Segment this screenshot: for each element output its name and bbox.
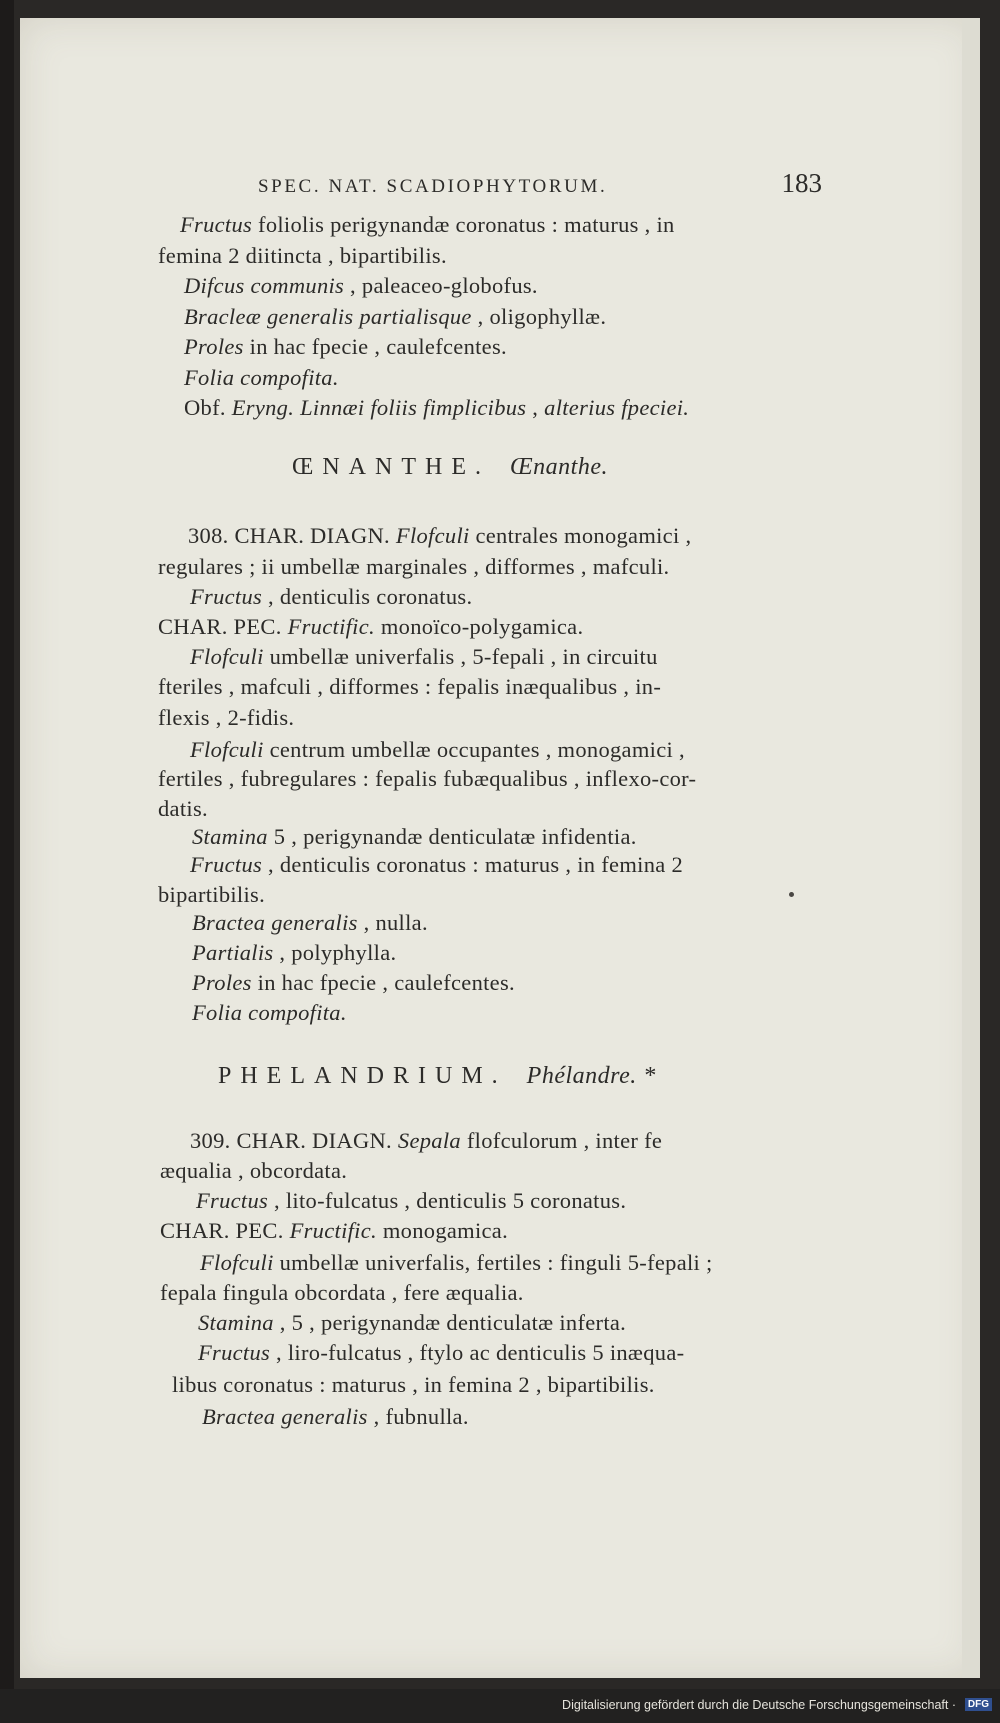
text-line — [192, 940, 396, 966]
italic-term: Partialis — [192, 940, 274, 965]
italic-term: Fructus — [196, 1188, 269, 1213]
text-run: , nulla. — [357, 910, 428, 935]
italic-term: Fructus — [190, 852, 263, 877]
text-run: in hac fpecie , caulefcentes. — [251, 970, 515, 995]
italic-term: Stamina — [198, 1310, 274, 1335]
text-run: datis. — [158, 796, 208, 821]
text-line — [190, 737, 685, 763]
page-number: 183 — [781, 168, 822, 198]
text-line — [202, 1404, 469, 1430]
text-line — [190, 644, 658, 670]
text-run: , polyphylla. — [273, 940, 397, 965]
italic-term: Eryng. Linnæi foliis fimplicibus — [231, 395, 527, 420]
genus-name: PHELANDRIUM. — [218, 1063, 507, 1089]
text-line — [190, 584, 472, 610]
text-line — [192, 910, 428, 936]
text-run: flofculorum , inter fe — [460, 1128, 663, 1153]
text-run: , lito-fulcatus , denticulis 5 coronatus. — [268, 1188, 627, 1213]
italic-term: Fructus — [190, 584, 263, 609]
footer-credit: Digitalisierung gefördert durch die Deutsche Forschungsgemeinschaft · — [562, 1698, 956, 1712]
page-edge — [962, 18, 980, 1678]
italic-term: Bractea generalis — [202, 1404, 368, 1429]
italic-term: Difcus communis — [184, 273, 345, 298]
italic-term: Fructific. — [287, 614, 375, 639]
text-run: 308. CHAR. DIAGN. — [188, 523, 396, 548]
text-run: , paleaceo-globofus. — [344, 273, 538, 298]
text-line — [198, 1340, 684, 1366]
italic-term: Proles — [192, 970, 252, 995]
text-line — [184, 395, 689, 421]
text-line — [184, 365, 339, 391]
book-binding — [0, 0, 14, 1723]
text-line — [172, 1372, 655, 1398]
text-run: femina 2 diitincta , bipartibilis. — [158, 242, 447, 268]
text-run: fteriles , mafculi , difformes : fepalis inæqualibus , in- — [158, 674, 662, 699]
text-run: 309. CHAR. DIAGN. — [190, 1128, 398, 1153]
text-line — [184, 334, 507, 360]
text-line — [160, 1218, 508, 1244]
text-run: Obf. — [184, 395, 232, 420]
italic-term: Fructific. — [289, 1218, 377, 1243]
text-run: flexis , 2-fidis. — [158, 705, 295, 730]
text-line — [192, 1000, 347, 1026]
text-run: foliolis perigynandæ coronatus : maturus , in — [252, 212, 675, 237]
ink-speck — [789, 892, 794, 897]
text-run: CHAR. PEC. — [158, 614, 288, 639]
text-run: libus coronatus : maturus , in femina 2 , bipartibilis. — [172, 1372, 655, 1397]
footer-bar — [0, 1689, 1000, 1723]
italic-term: Stamina — [192, 824, 268, 849]
text-line — [158, 882, 265, 908]
text-line — [158, 554, 669, 580]
italic-term: Folia compofita. — [192, 1000, 347, 1025]
italic-term: Fructus — [198, 1340, 271, 1365]
italic-term: Bractea generalis — [192, 910, 358, 935]
text-run: , oligophyllæ. — [471, 303, 607, 329]
text-run: æqualia , obcordata. — [160, 1158, 348, 1183]
italic-term: Bracleæ generalis partialisque — [184, 303, 472, 329]
italic-term: Flofculi — [395, 523, 470, 548]
text-run: centrales monogamici , — [469, 523, 692, 548]
text-line — [160, 1280, 524, 1306]
text-run: regulares ; ii umbellæ marginales , difformes , mafculi. — [158, 554, 670, 579]
text-line — [158, 766, 696, 792]
text-line — [158, 705, 294, 731]
italic-term: Folia compofita. — [184, 364, 339, 390]
italic-term: Flofculi — [200, 1250, 274, 1275]
text-line — [160, 1158, 347, 1184]
genus-french-name: Phélandre. * — [526, 1063, 656, 1089]
text-run: monoïco-polygamica. — [374, 614, 584, 639]
text-run: , fubnulla. — [367, 1404, 469, 1429]
running-header — [258, 168, 898, 198]
text-line — [188, 523, 691, 549]
dfg-logo: DFG — [965, 1698, 992, 1711]
italic-term: Proles — [184, 334, 244, 359]
genus-name: ŒNANTHE. — [292, 454, 490, 480]
italic-term: Fructus — [180, 212, 253, 237]
text-run: , — [526, 395, 545, 420]
text-line — [158, 243, 447, 269]
text-run: , denticulis coronatus. — [262, 584, 473, 609]
text-line — [190, 1128, 662, 1154]
text-line — [190, 852, 683, 878]
text-run: , 5 , perigynandæ denticulatæ inferta. — [273, 1310, 627, 1335]
text-run: 5 , perigynandæ denticulatæ infidentia. — [267, 824, 637, 849]
genus-heading-oenanthe — [292, 454, 608, 481]
text-run: centrum umbellæ occupantes , monogamici , — [263, 737, 685, 762]
text-run: , denticulis coronatus : maturus , in femina 2 — [262, 852, 683, 877]
text-run: fepala fingula obcordata , fere æqualia. — [160, 1280, 524, 1305]
text-line — [200, 1250, 713, 1276]
genus-heading-phelandrium — [218, 1063, 656, 1090]
text-line — [192, 970, 515, 996]
genus-french-name: Œnanthe. — [510, 454, 608, 480]
text-run: monogamica. — [376, 1218, 509, 1243]
italic-term: Sepala — [397, 1128, 461, 1153]
text-line — [184, 304, 606, 330]
text-run: CHAR. PEC. — [160, 1218, 290, 1243]
text-line — [158, 674, 661, 700]
text-run: umbellæ univerfalis, fertiles : finguli 5-fepali ; — [273, 1250, 713, 1275]
italic-term: alterius fpeciei. — [544, 395, 690, 420]
text-run: fertiles , fubregulares : fepalis fubæqualibus , inflexo-cor- — [158, 766, 697, 791]
text-line — [192, 824, 637, 850]
text-run: , liro-fulcatus , ftylo ac denticulis 5 inæqua- — [270, 1340, 685, 1365]
text-line — [158, 796, 208, 822]
text-line — [198, 1310, 626, 1336]
text-line — [196, 1188, 626, 1214]
running-title: SPEC. NAT. SCADIOPHYTORUM. — [258, 176, 608, 197]
italic-term: Flofculi — [190, 644, 264, 669]
text-run: bipartibilis. — [158, 882, 266, 907]
text-run: umbellæ univerfalis , 5-fepali , in circuitu — [263, 644, 658, 669]
text-line — [184, 273, 538, 299]
text-line — [180, 212, 675, 238]
italic-term: Flofculi — [190, 737, 264, 762]
text-line — [158, 614, 583, 640]
text-run: in hac fpecie , caulefcentes. — [243, 334, 507, 359]
